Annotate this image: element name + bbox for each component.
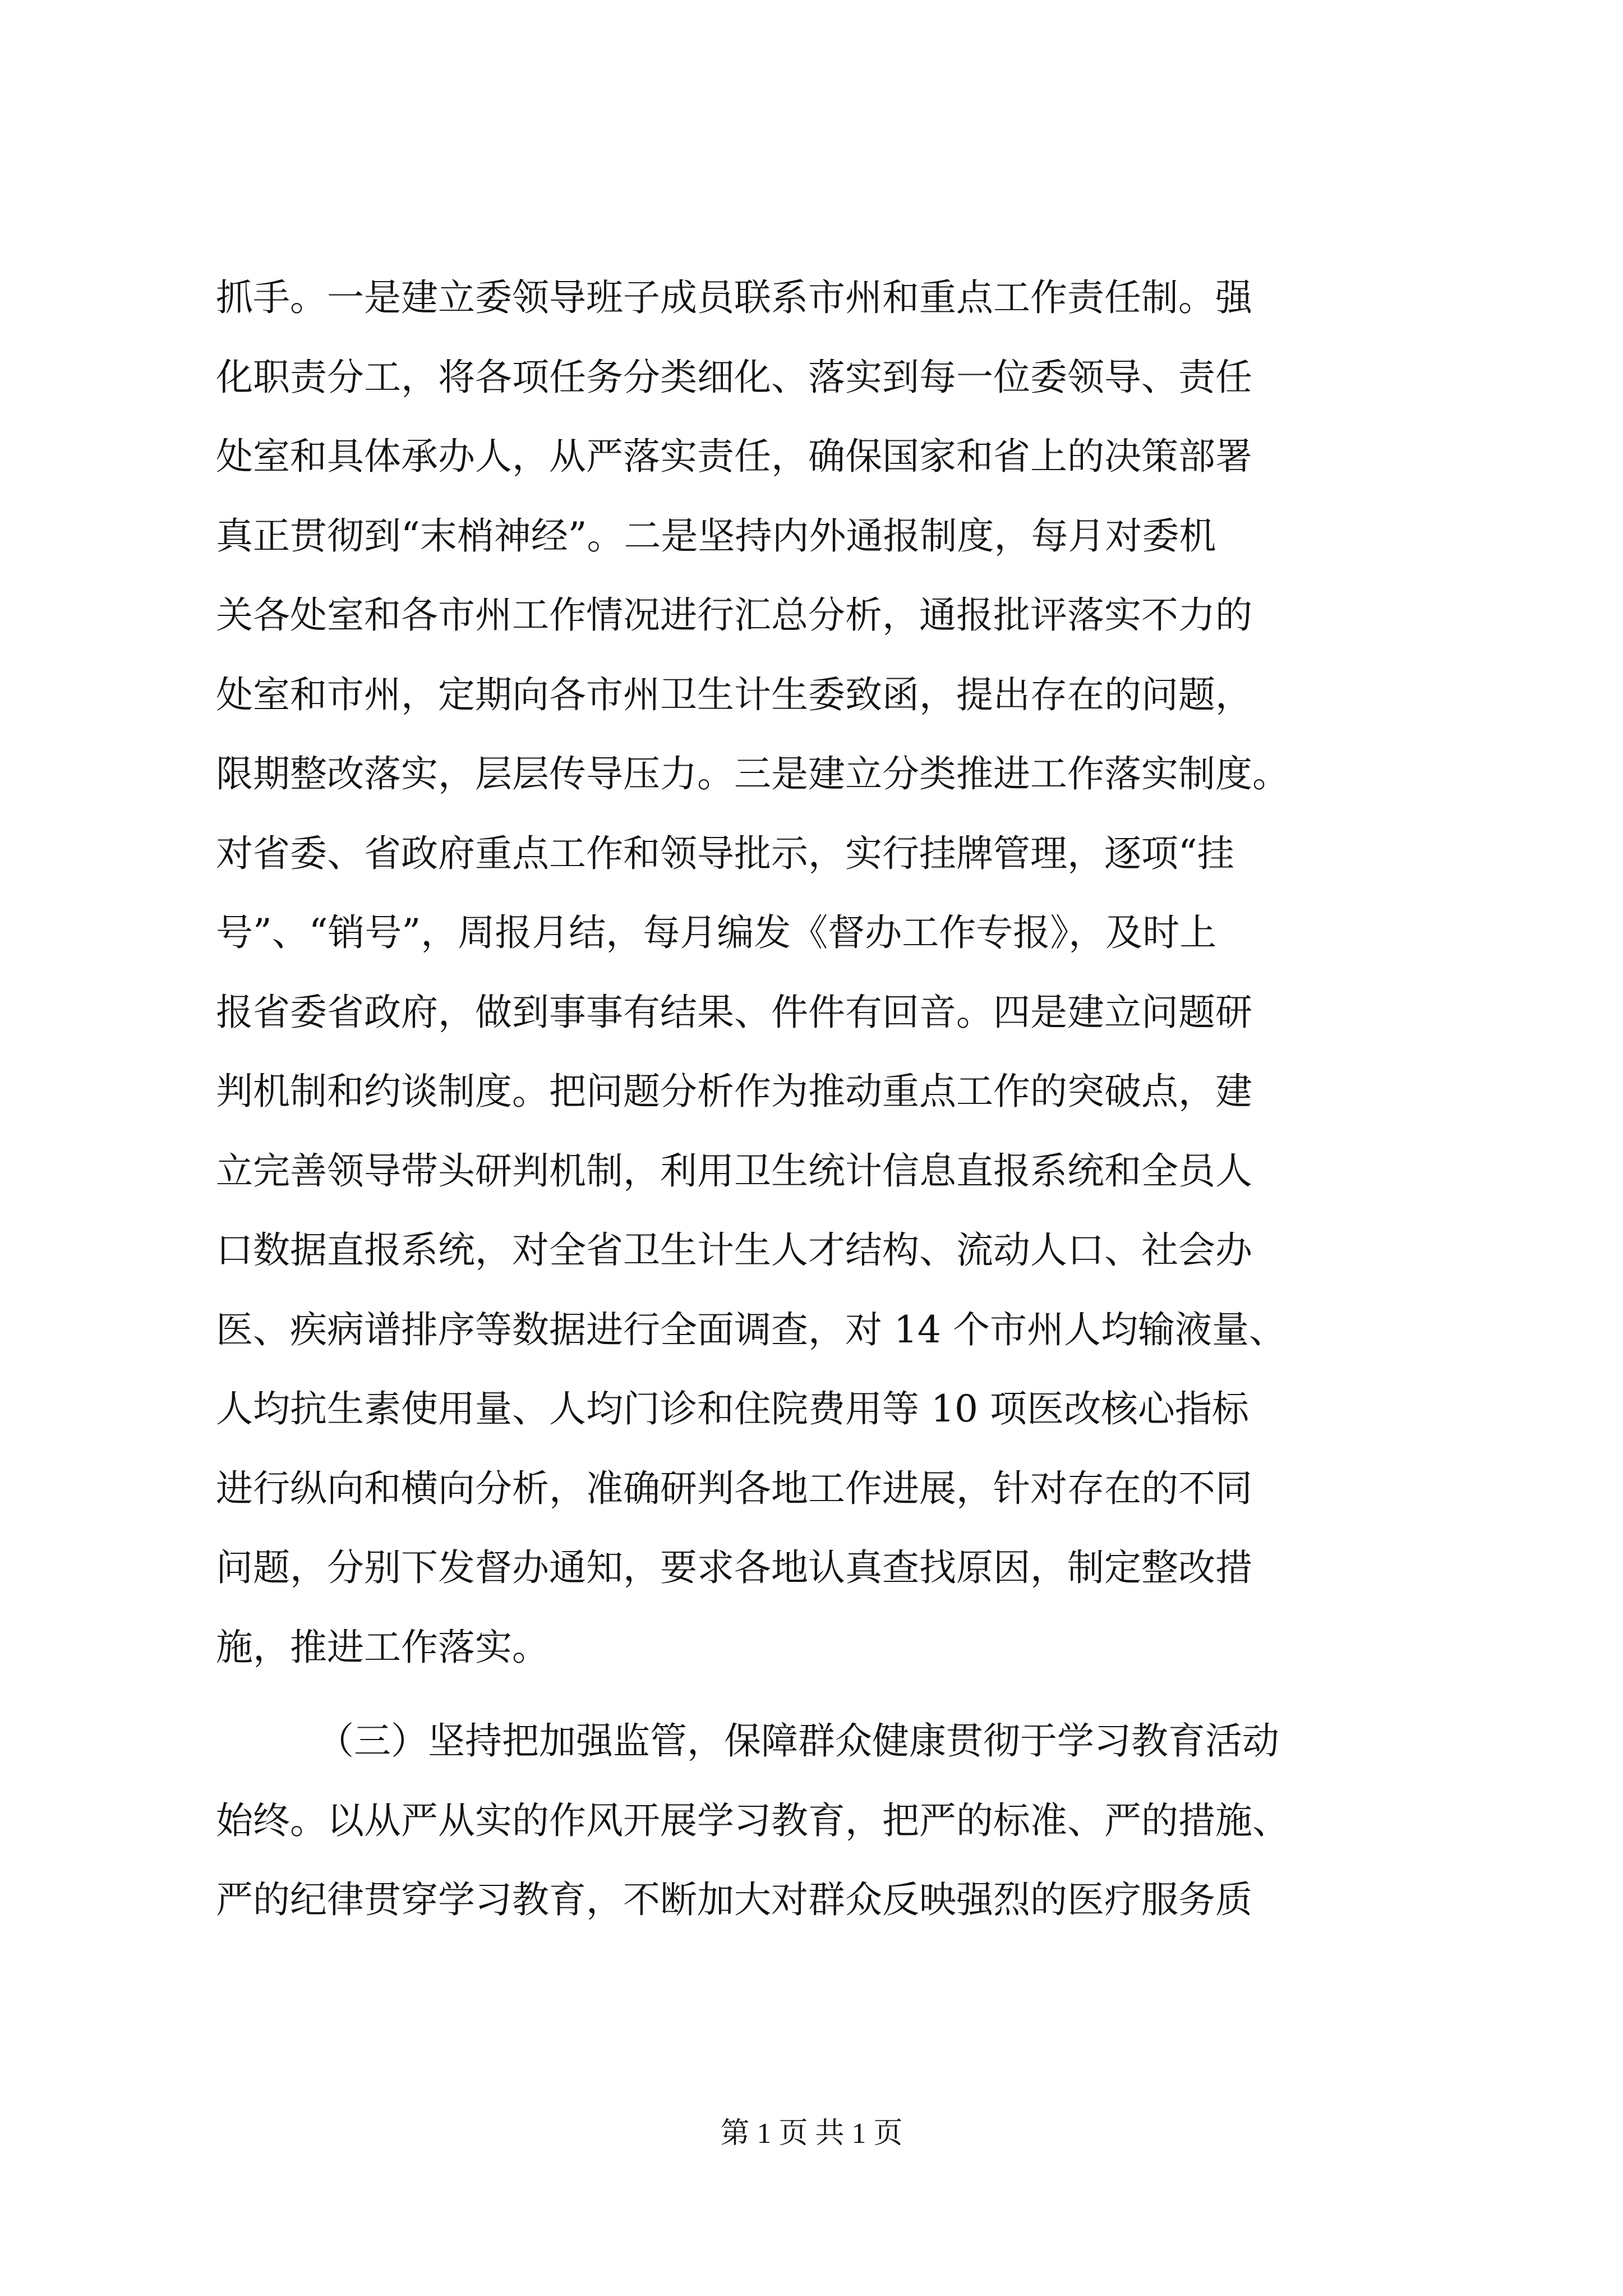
text-line: 严的纪律贯穿学习教育，不断加大对群众反映强烈的医疗服务质	[216, 1878, 1252, 1921]
text-line: 立完善领导带头研判机制，利用卫生统计信息直报系统和全员人	[216, 1149, 1252, 1193]
text-line: 化职责分工，将各项任务分类细化、落实到每一位委领导、责任	[216, 355, 1252, 399]
text-line: 关各处室和各市州工作情况进行汇总分析，通报批评落实不力的	[216, 593, 1252, 637]
text-line: 报省委省政府，做到事事有结果、件件有回音。四是建立问题研	[216, 990, 1252, 1034]
section-heading-line: （三）坚持把加强监管，保障群众健康贯彻于学习教育活动	[317, 1719, 1279, 1763]
text-line: 处室和市州，定期向各市州卫生计生委致函，提出存在的问题，	[216, 673, 1252, 716]
text-line: 口数据直报系统，对全省卫生计生人才结构、流动人口、社会办	[216, 1228, 1252, 1272]
document-body	[216, 258, 1416, 1940]
text-line: 对省委、省政府重点工作和领导批示，实行挂牌管理，逐项“挂	[216, 831, 1234, 875]
text-line: 限期整改落实，层层传导压力。三是建立分类推进工作落实制度。	[216, 752, 1289, 795]
page-footer: 第 1 页 共 1 页	[720, 2118, 903, 2150]
text-line: 施，推进工作落实。	[216, 1625, 549, 1669]
text-line: 人均抗生素使用量、人均门诊和住院费用等 10 项医改核心指标	[216, 1387, 1249, 1430]
text-line: 判机制和约谈制度。把问题分析作为推动重点工作的突破点，建	[216, 1070, 1252, 1113]
text-line: 号”、“销号”，周报月结，每月编发《督办工作专报》，及时上	[216, 911, 1217, 954]
text-line: 问题，分别下发督办通知，要求各地认真查找原因，制定整改措	[216, 1546, 1252, 1589]
text-line: 进行纵向和横向分析，准确研判各地工作进展，针对存在的不同	[216, 1466, 1252, 1510]
text-line: 医、疾病谱排序等数据进行全面调查，对 14 个市州人均输液量、	[216, 1308, 1286, 1351]
text-line: 抓手。一是建立委领导班子成员联系市州和重点工作责任制。强	[216, 276, 1252, 319]
text-line: 始终。以从严从实的作风开展学习教育，把严的标准、严的措施、	[216, 1798, 1289, 1842]
text-line: 处室和具体承办人，从严落实责任，确保国家和省上的决策部署	[216, 435, 1252, 478]
text-line: 真正贯彻到“末梢神经”。二是坚持内外通报制度，每月对委机	[216, 514, 1216, 558]
